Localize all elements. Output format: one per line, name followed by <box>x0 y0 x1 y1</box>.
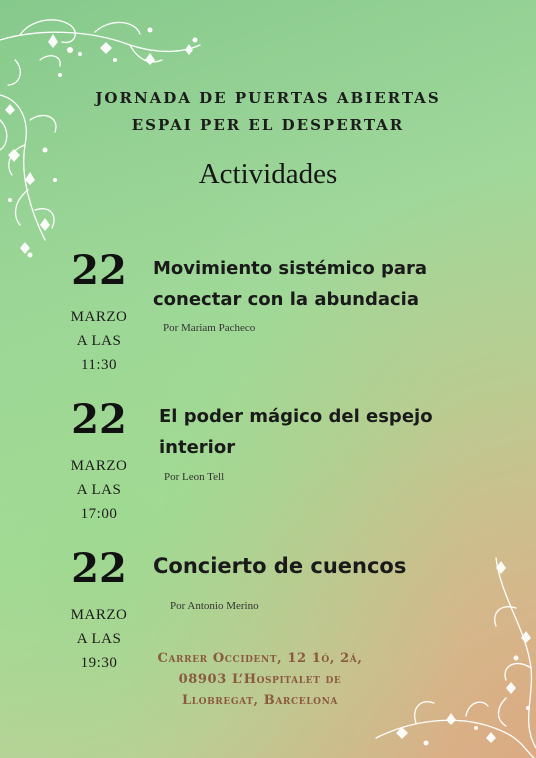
event-time-prefix: A LAS <box>76 631 122 647</box>
activity-item <box>0 396 536 536</box>
event-time: 11:30 <box>80 357 118 373</box>
event-time: 17:00 <box>80 506 118 522</box>
venue-address <box>140 648 380 711</box>
activity-title-line: interior <box>159 437 236 458</box>
event-day: 22 <box>71 545 127 592</box>
address-line: 08903 L‘Hospitalet de <box>178 672 342 687</box>
activity-host: Por Mariam Pacheco <box>163 322 256 334</box>
activity-item <box>0 247 536 387</box>
event-month: MARZO <box>70 458 128 474</box>
event-month: MARZO <box>70 607 128 623</box>
event-day: 22 <box>71 247 127 294</box>
activity-title-line: El poder mágico del espejo <box>159 406 433 427</box>
event-time-prefix: A LAS <box>76 482 122 498</box>
activity-title <box>153 253 453 315</box>
activity-title <box>159 401 459 463</box>
activity-host: Por Leon Tell <box>164 471 225 483</box>
activity-title <box>153 551 453 582</box>
activity-title-line: Movimiento sistémico para <box>153 258 428 279</box>
activity-title-line: Concierto de cuencos <box>153 554 407 578</box>
floral-vine-ornament-icon <box>0 0 215 270</box>
address-line: Carrer Occident, 12 1ó, 2á, <box>157 651 363 666</box>
event-heading: JORNADA DE PUERTAS ABIERTAS <box>95 89 441 107</box>
event-time-prefix: A LAS <box>76 333 122 349</box>
address-line: Llobregat, Barcelona <box>181 693 339 708</box>
activity-host: Por Antonio Merino <box>170 600 259 612</box>
activity-title-line: conectar con la abundacia <box>153 289 420 310</box>
event-day: 22 <box>71 396 127 443</box>
section-title: Actividades <box>198 158 338 190</box>
venue-name: ESPAI PER EL DESPERTAR <box>131 116 405 134</box>
event-time: 19:30 <box>80 655 118 671</box>
event-month: MARZO <box>70 309 128 325</box>
